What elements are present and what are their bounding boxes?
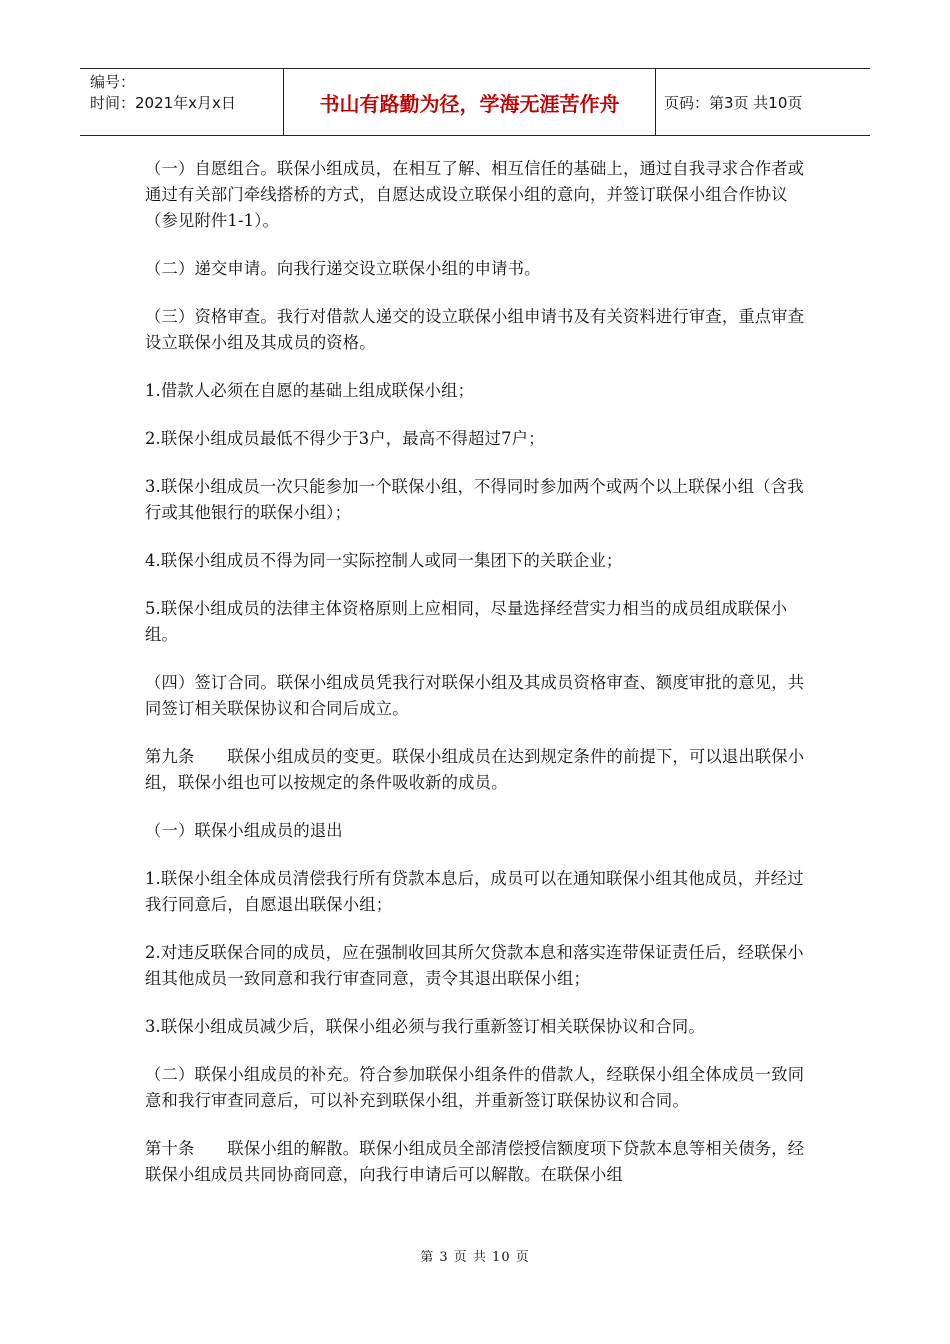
- document-header: [80, 68, 870, 136]
- page-footer: 第 3 页 共 10 页: [420, 1250, 530, 1265]
- paragraph-2: （二）递交申请。向我行递交设立联保小组的申请书。: [145, 259, 541, 278]
- paragraph-16: 第十条 联保小组的解散。联保小组成员全部清偿授信额度项下贷款本息等相关债务，经联保小组成员共同协商同意，向我行申请后可以解散。在联保小组: [145, 1139, 805, 1184]
- paragraph-11: （一）联保小组成员的退出: [145, 821, 343, 840]
- paragraph-10: 第九条 联保小组成员的变更。联保小组成员在达到规定条件的前提下，可以退出联保小组，联保小组也可以按规定的条件吸收新的成员。: [145, 747, 805, 792]
- paragraph-7: 4.联保小组成员不得为同一实际控制人或同一集团下的关联企业；: [145, 551, 623, 570]
- paragraph-8: 5.联保小组成员的法律主体资格原则上应相同，尽量选择经营实力相当的成员组成联保小组。: [145, 599, 788, 644]
- paragraph-1: （一）自愿组合。联保小组成员，在相互了解、相互信任的基础上，通过自我寻求合作者或通过有关部门牵线搭桥的方式，自愿达成设立联保小组的意向，并签订联保小组合作协议（参见附件1-1）。: [145, 159, 805, 230]
- header-page-info: 页码：第3页 共10页: [664, 93, 803, 112]
- number-label: 编号：: [90, 73, 136, 91]
- document-body: [145, 156, 810, 1210]
- paragraph-9: （四）签订合同。联保小组成员凭我行对联保小组及其成员资格审查、额度审批的意见，共同签订相关联保协议和合同后成立。: [145, 673, 805, 718]
- paragraph-5: 2.联保小组成员最低不得少于3户，最高不得超过7户；: [145, 429, 545, 448]
- header-meta-cell: [80, 69, 284, 135]
- paragraph-6: 3.联保小组成员一次只能参加一个联保小组，不得同时参加两个或两个以上联保小组（含我行或其他银行的联保小组）；: [145, 477, 804, 522]
- paragraph-3: （三）资格审查。我行对借款人递交的设立联保小组申请书及有关资料进行审查，重点审查设立联保小组及其成员的资格。: [145, 307, 805, 352]
- date-label: 时间：2021年x月x日: [90, 94, 236, 112]
- paragraph-4: 1.借款人必须在自愿的基础上组成联保小组；: [145, 381, 475, 400]
- paragraph-15: （二）联保小组成员的补充。符合参加联保小组条件的借款人，经联保小组全体成员一致同意和我行审查同意后，可以补充到联保小组，并重新签订联保协议和合同。: [145, 1065, 805, 1110]
- paragraph-14: 3.联保小组成员减少后，联保小组必须与我行重新签订相关联保协议和合同。: [145, 1017, 705, 1036]
- paragraph-13: 2.对违反联保合同的成员，应在强制收回其所欠贷款本息和落实连带保证责任后，经联保小组其他成员一致同意和我行审查同意，责令其退出联保小组；: [145, 943, 804, 988]
- paragraph-12: 1.联保小组全体成员清偿我行所有贷款本息后，成员可以在通知联保小组其他成员，并经过我行同意后，自愿退出联保小组；: [145, 869, 804, 914]
- header-motto: 书山有路勤为径，学海无涯苦作舟: [284, 69, 656, 135]
